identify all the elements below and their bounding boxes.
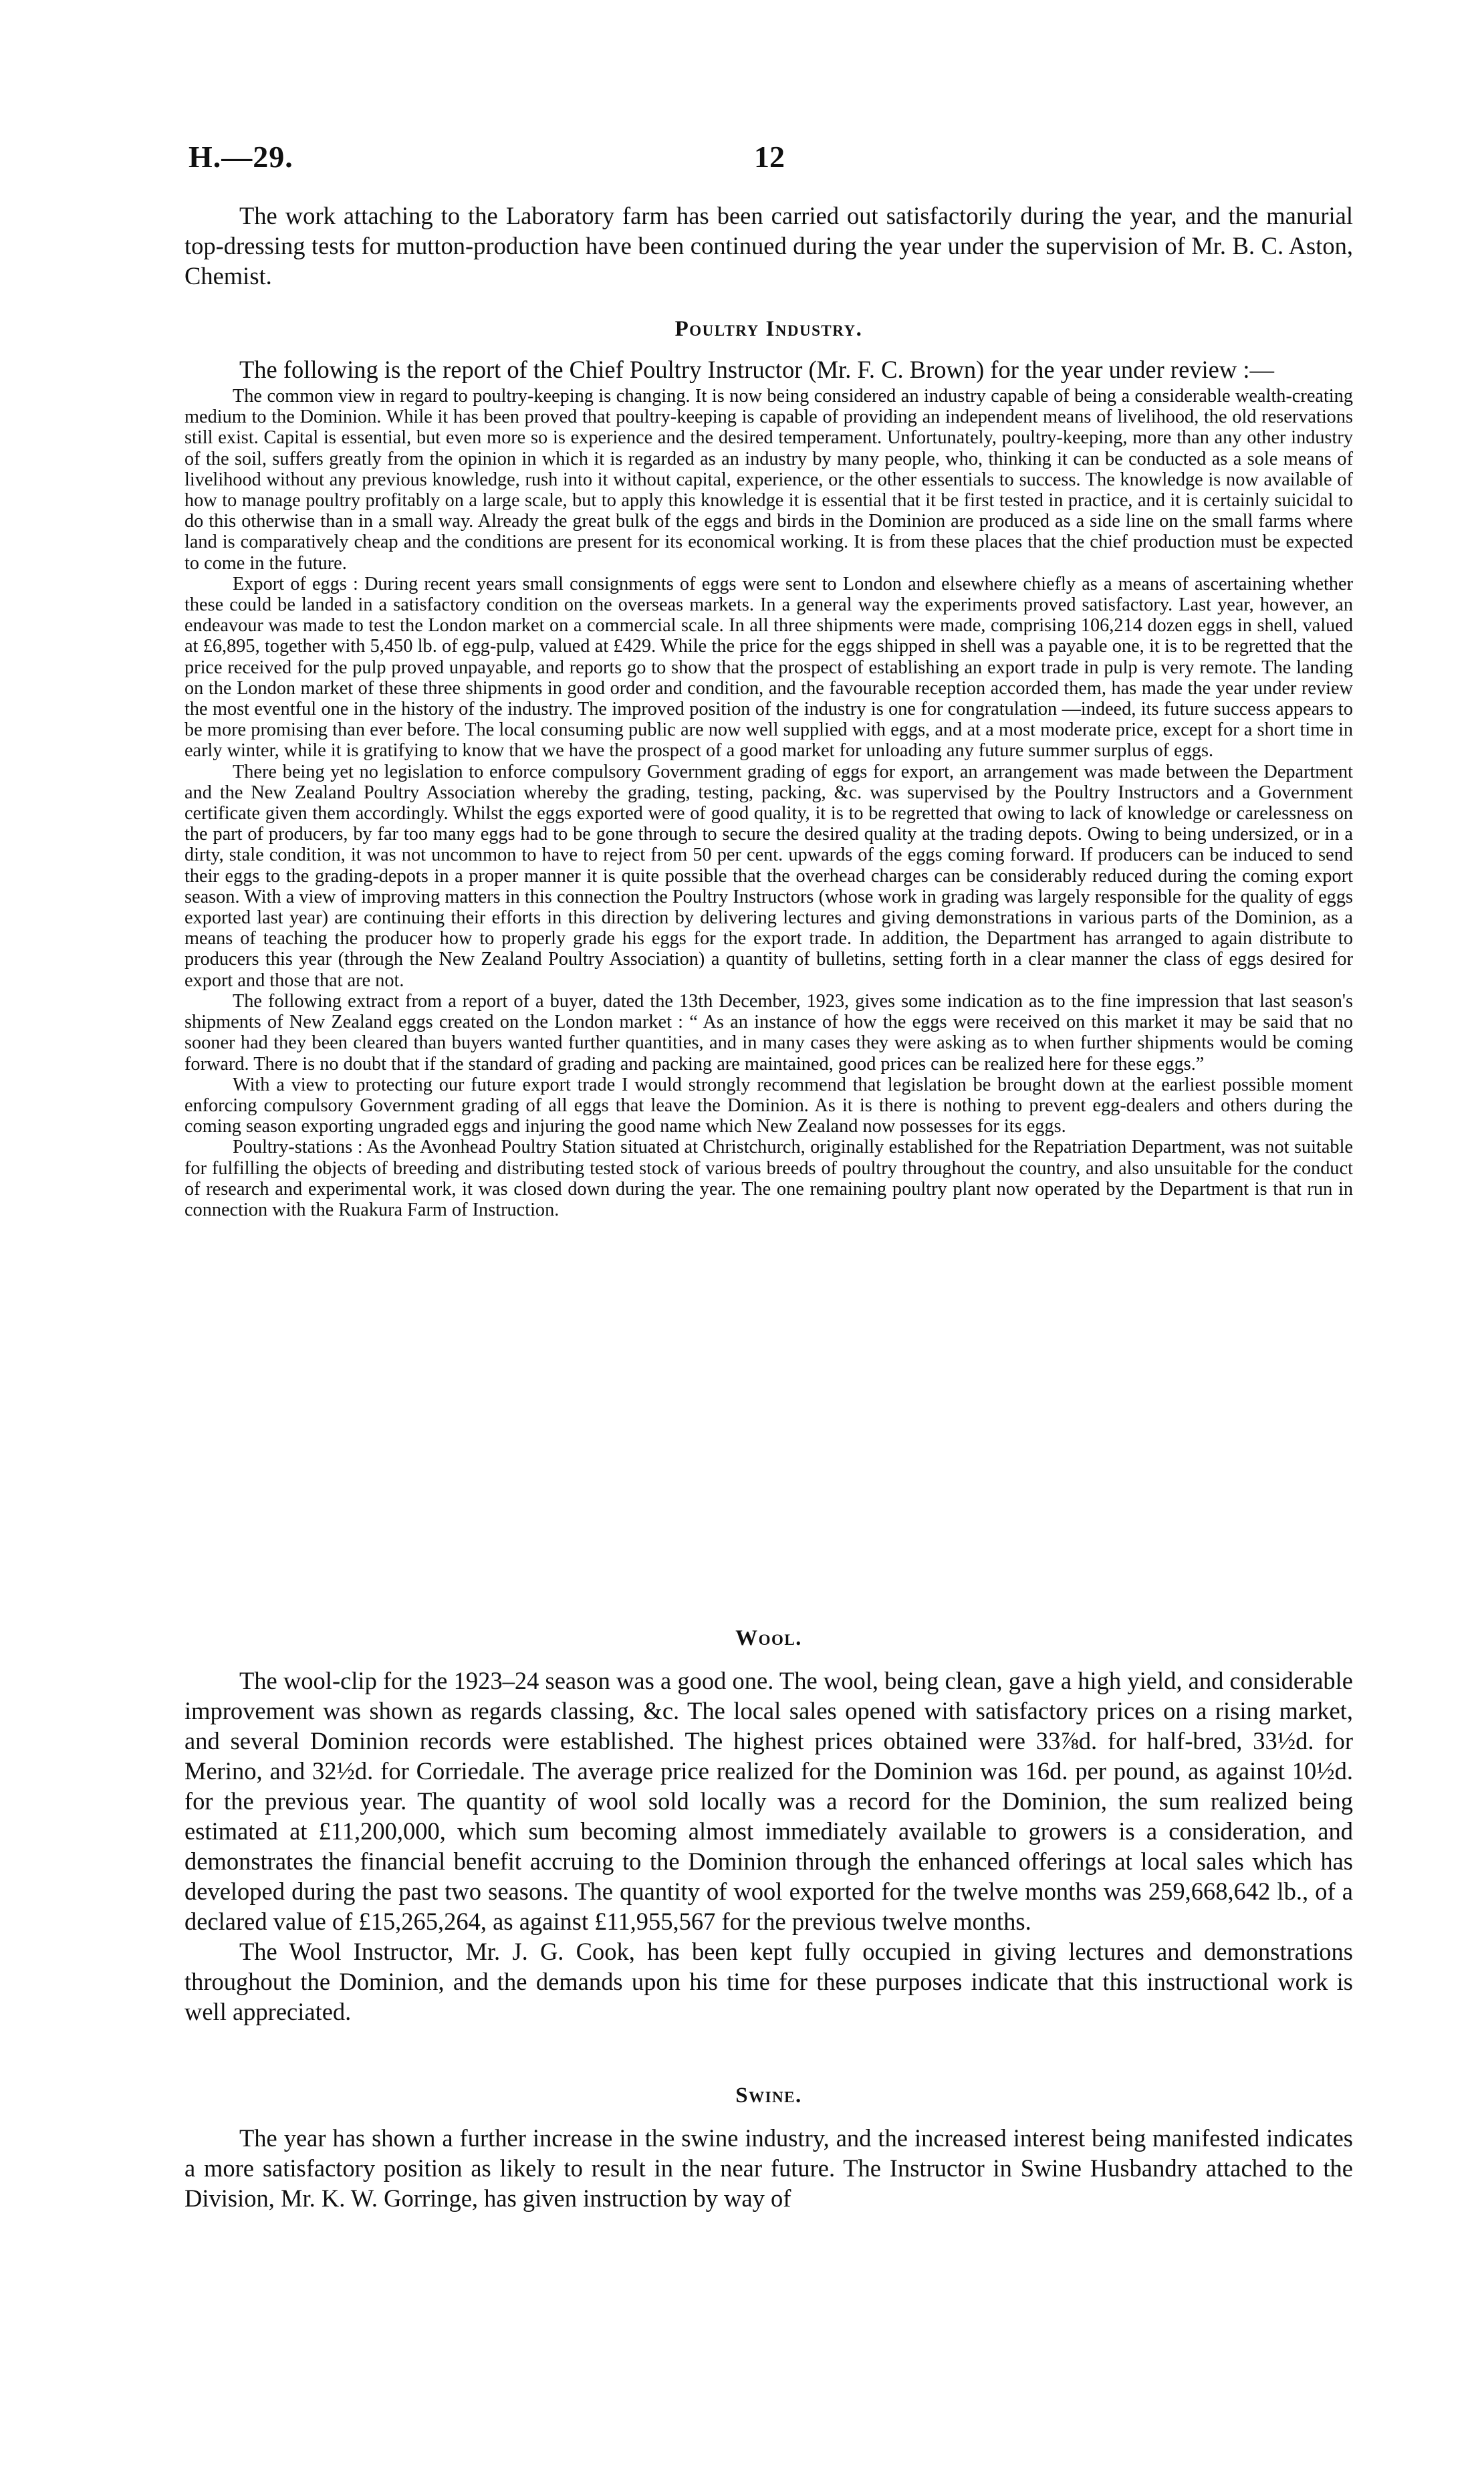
stations-body: As the Avonhead Poultry Station situated at Christchurch, originally established for the Repatriation Department, was not suitable for fulfilling the objects of breeding and distributing tested stock of various breeds of poultry throughout the country, and also unsuitable for the conduct of research and experimental work, it was closed down during the year. The one remaining poultry plant now operated by the Department is that run in connection with the Ruakura Farm of Instruction. <box>184 1137 1354 1220</box>
poultry-intro: The following is the report of the Chief Poultry Instructor (Mr. F. C. Brown) for the year under review :— <box>239 356 1274 383</box>
poultry-heading: Poultry Industry. <box>674 317 863 341</box>
poultry-paragraph-export <box>184 574 1353 762</box>
poultry-paragraph-grading: There being yet no legislation to enforce compulsory Government grading of eggs for export, an arrangement was made between the Department and the New Zealand Poultry Association whereby the grading, testing, packing, &c. was supervised by the Poultry Instructors and a Government certificate given them accordingly. Whilst the eggs exported were of good quality, it is to be regretted that owing to lack of knowledge or carelessness on the part of producers, by far too many eggs had to be gone through to secure the desired quality at the trading depots. Owing to being undersized, or in a dirty, stale condition, it was not uncommon to have to reject from 50 per cent. upwards of the eggs coming forward. If producers can be induced to send their eggs to the grading-depots in a proper manner it is quite possible that the overhead charges can be considerably reduced during the coming export season. With a view of improving matters in this connection the Poultry Instructors (whose work in grading was largely responsible for the quality of eggs exported last year) are continuing their efforts in this direction by delivering lectures and giving demonstrations in various parts of the Dominion, as a means of teaching the producer how to properly grade his eggs for the export trade. In addition, the Department has arranged to again distribute to producers this year (through the New Zealand Poultry Association) a quantity of bulletins, setting forth in a clear manner the class of eggs desired for export and those that are not. <box>184 761 1353 991</box>
page-number: 12 <box>754 140 785 174</box>
intro-section <box>184 201 1353 291</box>
poultry-paragraph-extract: The following extract from a report of a buyer, dated the 13th December, 1923, gives some indication as to the fine impression that last season's shipments of New Zealand eggs created on the London market : “ As an instance of how the eggs were received on this market it may be said that no sooner had they been cleared than buyers wanted further quantities, and in many cases they were asking as to when further shipments would be coming forward. There is no doubt that if the standard of grading and packing are maintained, good prices can be realized here for these eggs.” <box>184 990 1353 1075</box>
wool-paragraph-2: The Wool Instructor, Mr. J. G. Cook, has been kept fully occupied in giving lectures and demonstrations throughout the Dominion, and the demands upon his time for these purposes indicate that this instructional work is well appreciated. <box>184 1938 1353 2025</box>
stations-lead: Poultry-stations : <box>233 1137 363 1158</box>
poultry-section <box>184 317 1353 1220</box>
wool-heading: Wool. <box>735 1626 802 1650</box>
wool-paragraph-1: The wool-clip for the 1923–24 season was a good one. The wool, being clean, gave a high yield, and considerable improvement was shown as regards classing, &c. The local sales opened with satisfactory prices on a rising market, and several Dominion records were established. The highest prices obtained were 33⅞d. for half-bred, 33½d. for Merino, and 32½d. for Corriedale. The average price realized for the Dominion was 16d. per pound, as against 10½d. for the previous year. The quantity of wool sold locally was a record for the Dominion, the sum realized being estimated at £11,200,000, which sum becoming almost immediately available to growers is a consideration, and demonstrates the financial benefit accruing to the Dominion through the enhanced offerings at local sales which has developed during the past two seasons. The quantity of wool exported for the twelve months was 259,668,642 lb., of a declared value of £15,265,264, as against £11,955,567 for the previous twelve months. <box>184 1667 1353 1935</box>
intro-paragraph: The work attaching to the Laboratory farm has been carried out satisfactorily during the year, and the manurial top-dressing tests for mutton-production have been continued during the year under the supervision of Mr. B. C. Aston, Chemist. <box>184 202 1353 290</box>
wool-section <box>184 1626 1353 2027</box>
swine-section <box>184 2083 1353 2213</box>
poultry-paragraph-1: The common view in regard to poultry-keeping is changing. It is now being considered an industry capable of being a considerable wealth-creating medium to the Dominion. While it has been proved that poultry-keeping is capable of providing an independent means of livelihood, the old reservations still exist. Capital is essential, but even more so is experience and the desired temperament. Unfortunately, poultry-keeping, more than any other industry of the soil, suffers greatly from the opinion in which it is regarded as an industry by many people, who, thinking it can be conducted as a sole means of livelihood without any previous knowledge, rush into it without capital, experience, or the other essentials to success. The knowledge is now available of how to manage poultry profitably on a large scale, but to apply this knowledge it is essential that it be first tested in practice, and it is certainly suicidal to do this otherwise than in a small way. Already the great bulk of the eggs and birds in the Dominion are produced as a side line on the small farms where land is comparatively cheap and the conditions are present for its economical working. It is from these places that the chief production must be expected to come in the future. <box>184 386 1353 574</box>
poultry-paragraph-stations <box>184 1137 1353 1220</box>
swine-paragraph-1: The year has shown a further increase in the swine industry, and the increased interest being manifested indicates a more satisfactory position as likely to result in the near future. The Instructor in Swine Husbandry attached to the Division, Mr. K. W. Gorringe, has given instruction by way of <box>184 2124 1353 2212</box>
export-body: During recent years small consignments of eggs were sent to London and elsewhere chiefly as a means of ascertaining whether these could be landed in a satisfactory condition on the overseas markets. In a general way the experiments proved satisfactory. Last year, however, an endeavour was made to test the London market on a commercial scale. In all three shipments were made, comprising 106,214 dozen eggs in shell, valued at £6,895, together with 5,450 lb. of egg-pulp, valued at £429. While the price for the eggs shipped in shell was a payable one, it is to be regretted that the price received for the pulp proved unpayable, and reports go to show that the prospect of establishing an export trade in pulp is very remote. The landing on the London market of these three shipments in good order and condition, and the favourable reception accorded them, has made the year under review the most eventful one in the history of the industry. The improved position of the industry is one for congratulation —indeed, its future success appears to be more promising than ever before. The local consuming public are now well supplied with eggs, and at a most moderate price, except for a short time in early winter, while it is gratifying to know that we have the prospect of a good market for unloading any future summer surplus of eggs. <box>184 573 1353 762</box>
export-lead: Export of eggs : <box>233 573 358 594</box>
document-code: H.—29. <box>189 140 293 174</box>
poultry-paragraph-recommendation: With a view to protecting our future export trade I would strongly recommend that legislation be brought down at the earliest possible moment enforcing compulsory Government grading of all eggs that leave the Dominion. As it is there is nothing to prevent egg-dealers and others during the coming season exporting ungraded eggs and injuring the good name which New Zealand now possesses for its eggs. <box>184 1074 1353 1137</box>
swine-heading: Swine. <box>735 2083 802 2108</box>
